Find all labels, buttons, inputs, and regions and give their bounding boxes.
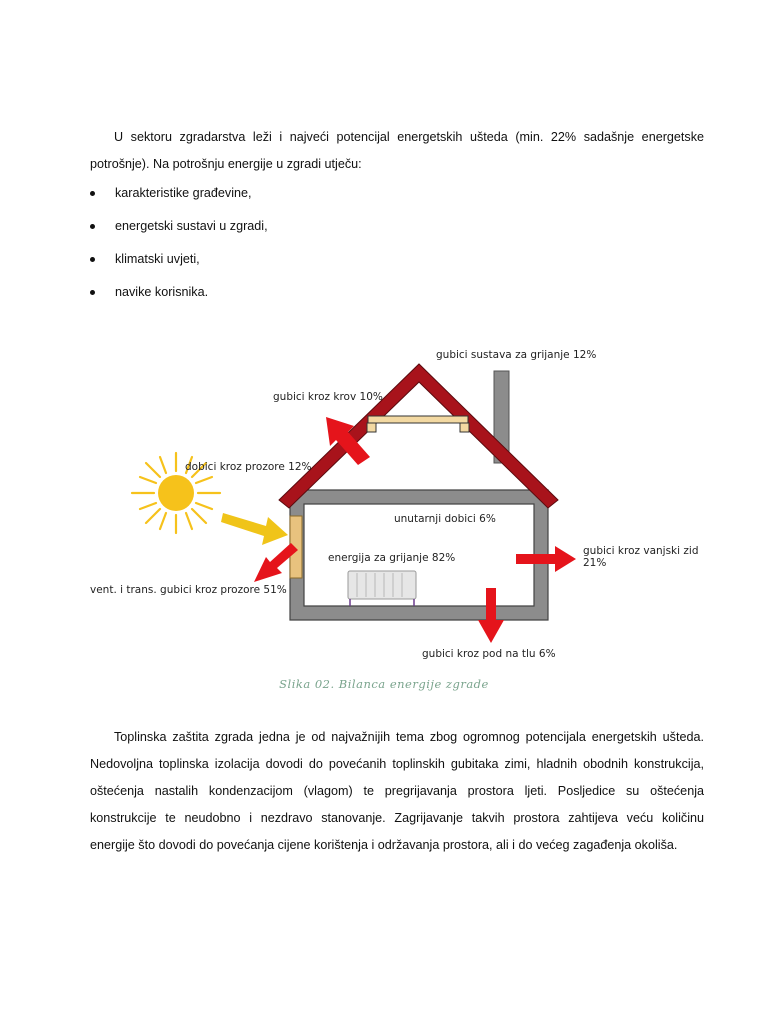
list-item [90,246,268,279]
intro-paragraph [90,124,704,178]
solar-gain-arrow [221,513,288,545]
label-heating-system-loss: gubici sustava za grijanje 12% [436,349,597,361]
list-item [90,279,268,312]
list-item-text: navike korisnika. [115,285,209,299]
label-wall-loss-percent: 21% [583,557,607,569]
list-item-text: klimatski uvjeti, [115,252,200,266]
roof [279,364,558,508]
intro-line-1: U sektoru zgradarstva leži i najveći potencijal energetskih ušteda (min. 22% sadašnje energetske [114,130,704,144]
label-floor-loss: gubici kroz pod na tlu 6% [422,648,556,660]
label-window-gain: dobici kroz prozore 12% [185,461,312,473]
body-line-5: energije što dovodi do povećanja cijene korištenja i održavanja prostora, ali i do većeg zagađenja okoliša. [90,838,678,852]
label-window-vent-loss: vent. i trans. gubici kroz prozore 51% [90,584,287,596]
energy-balance-figure [80,330,700,670]
intro-line-2: potrošnje). Na potrošnju energije u zgradi utječu: [90,157,362,171]
list-item-text: energetski sustavi u zgradi, [115,219,268,233]
label-roof-loss: gubici kroz krov 10% [273,391,383,403]
attic-beam [368,416,468,423]
body-line-1: Toplinska zaštita zgrada jedna je od najvažnijih tema zbog ogromnog potencijala energetskih ušteda. [114,730,704,744]
bullet-icon [90,191,95,196]
label-wall-loss: gubici kroz vanjski zid [583,545,699,557]
bullet-icon [90,224,95,229]
house-diagram [80,330,700,670]
body-paragraph [90,724,704,859]
body-line-4: konstrukcije te neudobno i nezdravo stanovanje. Zagrijavanje takvih prostora zahtijeva veću količinu [90,811,704,825]
body-line-3: oštećenja nastalih kondenzacijom (vlagom) te pregrijavanja prostora ljeti. Posljedice su oštećenja [90,784,704,798]
bullet-icon [90,290,95,295]
body-line-2: Nedovoljna toplinska izolacija dovodi do povećanih toplinskih gubitaka zimi, hladnih obodnih konstrukcija, [90,757,704,771]
list-item [90,213,268,246]
list-item-text: karakteristike građevine, [115,186,252,200]
figure-caption: Slika 02. Bilanca energije zgrade [279,677,489,691]
bullet-icon [90,257,95,262]
list-item [90,180,268,213]
factor-list [90,180,268,312]
radiator-icon [348,571,416,606]
label-internal-gain: unutarnji dobici 6% [394,513,496,525]
label-heating-energy: energija za grijanje 82% [328,552,456,564]
